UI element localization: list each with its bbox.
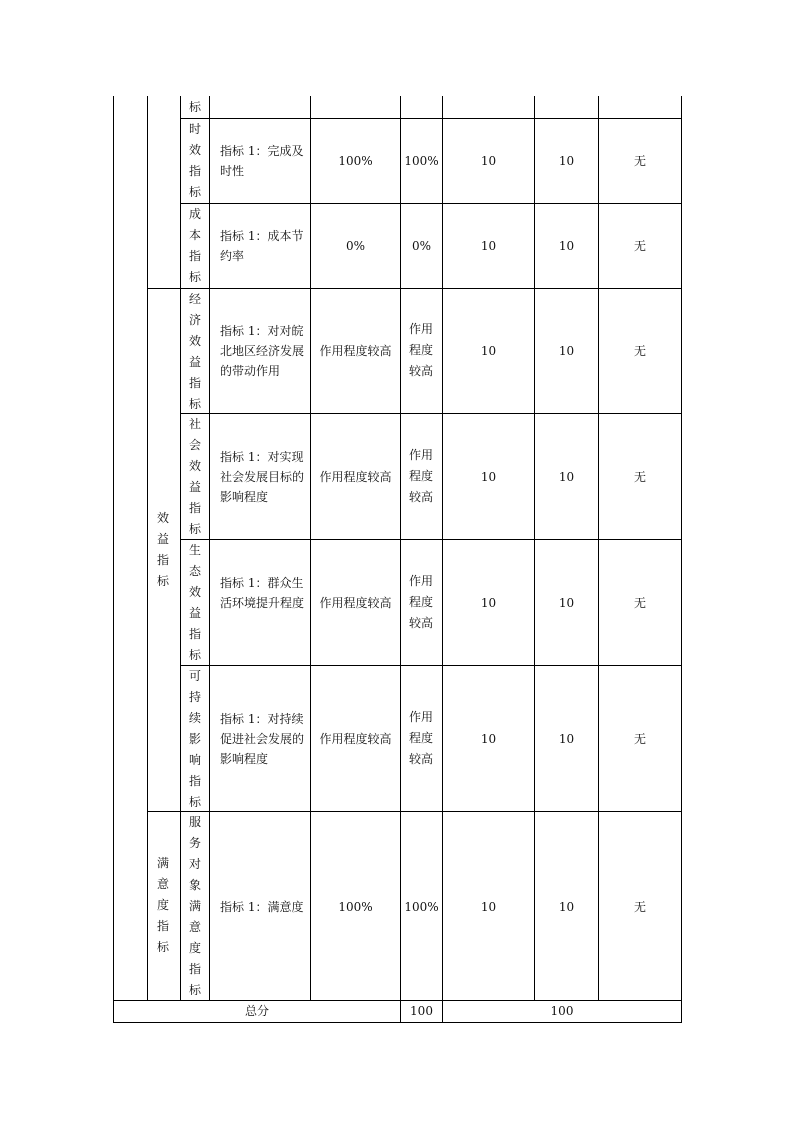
score-value: 10 (558, 596, 575, 610)
actual-value: 作用程度较高 (408, 448, 433, 504)
score-value: 10 (558, 344, 575, 358)
score-value: 10 (558, 470, 575, 484)
indicator-cell: 指标 1：对对皖北地区经济发展的带动作用 (220, 324, 305, 378)
indicator-cell: 指标 1：成本节约率 (220, 229, 304, 263)
remark-value: 无 (633, 470, 646, 484)
col-line (534, 96, 535, 1001)
target-value: 作用程度较高 (319, 470, 392, 484)
indicator-cell: 指标 1：对持续促进社会发展的影响程度 (220, 712, 305, 766)
subcategory-cell: 可持续影响指标 (188, 669, 201, 809)
actual-value: 0% (411, 239, 432, 253)
group-label-benefit: 效益指标 (156, 511, 169, 588)
subcategory-cell: 生态效益指标 (188, 543, 201, 662)
remark-value: 无 (633, 900, 646, 914)
score-value: 10 (558, 900, 575, 914)
indicator-cell: 指标 1：群众生活环境提升程度 (220, 576, 305, 610)
subcategory-cell: 成本指标 (188, 207, 201, 284)
actual-value: 100% (404, 900, 439, 914)
actual-value: 100% (404, 154, 439, 168)
weight-value: 10 (480, 344, 497, 358)
target-value: 0% (345, 239, 366, 253)
col-line (681, 96, 682, 1023)
row-line (147, 288, 681, 289)
weight-value: 10 (480, 470, 497, 484)
row-line (180, 203, 681, 204)
target-value: 作用程度较高 (319, 596, 392, 610)
remark-value: 无 (633, 344, 646, 358)
score-value: 10 (558, 732, 575, 746)
row-line (180, 665, 681, 666)
weight-value: 10 (480, 154, 497, 168)
col-line (209, 96, 210, 1001)
row-line (180, 118, 681, 119)
target-value: 100% (338, 900, 373, 914)
indicator-cell: 指标 1：对实现社会发展目标的影响程度 (220, 450, 305, 504)
total-score: 100 (550, 1004, 574, 1018)
subcategory-cell-continued: 标 (188, 100, 201, 114)
col-line (147, 96, 148, 1001)
total-weight: 100 (410, 1004, 433, 1018)
col-line (310, 96, 311, 1001)
actual-value: 作用程度较高 (408, 322, 433, 378)
col-line (598, 96, 599, 1001)
target-value: 作用程度较高 (319, 344, 392, 358)
subcategory-cell: 时效指标 (188, 122, 201, 199)
weight-value: 10 (480, 732, 497, 746)
actual-value: 作用程度较高 (408, 574, 433, 630)
row-line (180, 539, 681, 540)
score-value: 10 (558, 239, 575, 253)
col-line (113, 96, 114, 1023)
row-line (113, 1022, 681, 1023)
score-value: 10 (558, 154, 575, 168)
group-label-satisfaction: 满意度指标 (156, 856, 169, 954)
remark-value: 无 (633, 732, 646, 746)
row-line (147, 811, 681, 812)
col-line (180, 96, 181, 1001)
subcategory-cell: 经济效益指标 (188, 292, 201, 411)
actual-value: 作用程度较高 (408, 710, 433, 766)
indicator-cell: 指标 1：完成及时性 (220, 144, 304, 178)
remark-value: 无 (633, 239, 646, 253)
target-value: 100% (338, 154, 373, 168)
total-label: 总分 (244, 1004, 269, 1018)
subcategory-cell: 社会效益指标 (188, 417, 201, 536)
row-line (180, 413, 681, 414)
weight-value: 10 (480, 239, 497, 253)
weight-value: 10 (480, 596, 497, 610)
subcategory-cell: 服务对象满意度指标 (188, 815, 201, 997)
remark-value: 无 (633, 154, 646, 168)
remark-value: 无 (633, 596, 646, 610)
target-value: 作用程度较高 (319, 732, 392, 746)
weight-value: 10 (480, 900, 497, 914)
indicator-cell: 指标 1：满意度 (220, 900, 304, 914)
